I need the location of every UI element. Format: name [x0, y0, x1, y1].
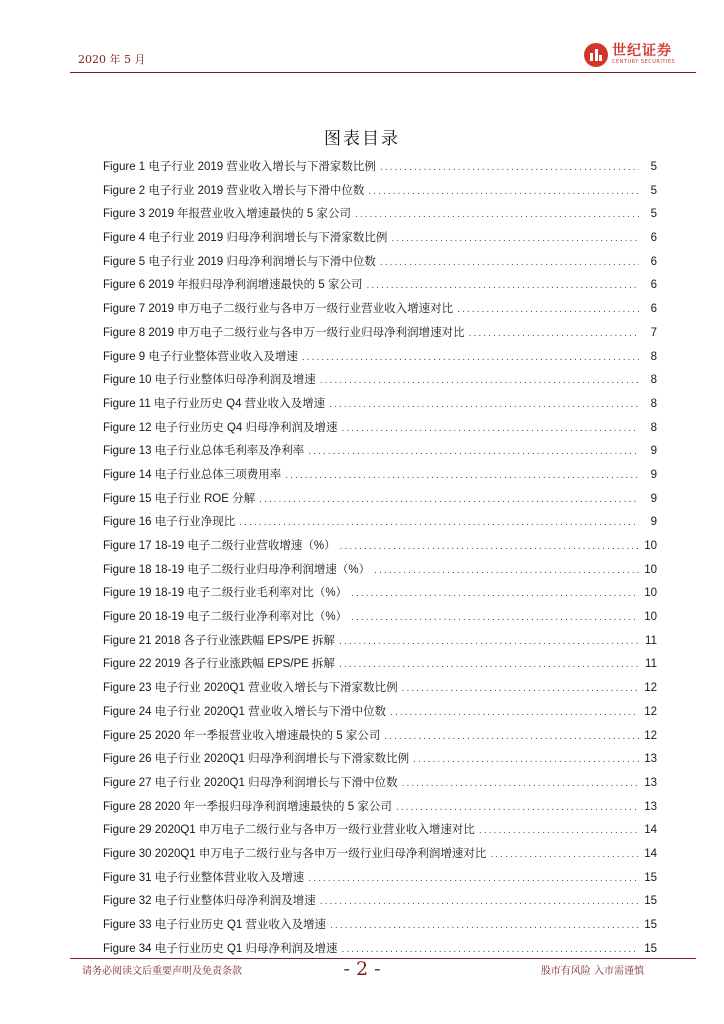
- toc-entry-label: Figure 16 电子行业净现比: [103, 516, 236, 529]
- toc-entry-label: Figure 28 2020 年一季报归母净利润增速最快的 5 家公司: [103, 800, 392, 813]
- toc-leader-dots: [339, 631, 639, 655]
- toc-entry-page: 6: [650, 303, 657, 316]
- logo-english-name: CENTURY SECURITIES: [612, 59, 676, 65]
- toc-leader-dots: [384, 726, 639, 750]
- toc-entry[interactable]: [103, 180, 657, 204]
- toc-entry-page: 10: [644, 587, 657, 600]
- toc-entry-page: 6: [650, 255, 657, 268]
- toc-entry-page: 13: [644, 800, 657, 813]
- toc-entry-label: Figure 1 电子行业 2019 营业收入增长与下滑家数比例: [103, 161, 376, 173]
- toc-entry-label: Figure 23 电子行业 2020Q1 营业收入增长与下滑家数比例: [103, 682, 398, 695]
- toc-entry-label: Figure 10 电子行业整体归母净利润及增速: [103, 374, 316, 387]
- toc-entry[interactable]: [103, 819, 657, 843]
- toc-entry-page: 9: [650, 492, 657, 505]
- toc-entry[interactable]: [103, 393, 657, 417]
- toc-entry-page: 15: [644, 895, 657, 908]
- toc-entry-label: Figure 27 电子行业 2020Q1 归母净利润增长与下滑中位数: [103, 776, 398, 789]
- toc-entry-label: Figure 32 电子行业整体归母净利润及增速: [103, 895, 316, 908]
- toc-entry-label: Figure 25 2020 年一季报营业收入增速最快的 5 家公司: [103, 729, 381, 742]
- toc-entry-page: 5: [650, 161, 657, 173]
- toc-entry-page: 11: [645, 634, 657, 647]
- toc-entry[interactable]: [103, 867, 657, 891]
- toc-leader-dots: [366, 275, 639, 299]
- toc-leader-dots: [413, 749, 639, 773]
- toc-entry[interactable]: [103, 346, 657, 370]
- toc-entry[interactable]: [103, 559, 657, 583]
- toc-leader-dots: [374, 560, 639, 584]
- toc-entry-label: Figure 2 电子行业 2019 营业收入增长与下滑中位数: [103, 184, 365, 197]
- footer-disclaimer: 请务必阅读文后重要声明及免责条款: [82, 966, 242, 977]
- toc-entry[interactable]: [103, 440, 657, 464]
- toc-leader-dots: [479, 820, 639, 844]
- toc-entry-label: Figure 13 电子行业总体毛利率及净利率: [103, 445, 305, 458]
- footer-risk-note: 股市有风险 入市需谨慎: [540, 966, 644, 977]
- toc-entry-page: 7: [650, 326, 657, 339]
- toc-leader-dots: [342, 418, 639, 442]
- toc-entry-page: 11: [645, 658, 657, 671]
- toc-entry-label: Figure 33 电子行业历史 Q1 营业收入及增速: [103, 919, 327, 931]
- toc-entry-label: Figure 31 电子行业整体营业收入及增速: [103, 871, 305, 884]
- toc-entry[interactable]: [103, 251, 657, 275]
- toc-entry-page: 8: [650, 350, 657, 363]
- toc-entry-label: Figure 15 电子行业 ROE 分解: [103, 492, 256, 505]
- toc-leader-dots: [320, 370, 639, 394]
- toc-entry-label: Figure 29 2020Q1 申万电子二级行业与各申万一级行业营业收入增速对比: [103, 824, 475, 837]
- toc-entry[interactable]: [103, 227, 657, 251]
- toc-entry-page: 5: [650, 208, 657, 221]
- toc-leader-dots: [308, 441, 639, 465]
- toc-entry-page: 14: [644, 847, 657, 860]
- toc-entry-label: Figure 22 2019 各子行业涨跌幅 EPS/PE 拆解: [103, 658, 335, 671]
- toc-leader-dots: [402, 678, 639, 702]
- toc-leader-dots: [285, 465, 639, 489]
- toc-entry[interactable]: [103, 582, 657, 606]
- toc-entry-page: 13: [644, 753, 657, 766]
- toc-leader-dots: [469, 323, 639, 347]
- toc-entry-page: 8: [650, 374, 657, 387]
- toc-entry-label: Figure 8 2019 申万电子二级行业与各申万一级行业归母净利润增速对比: [103, 326, 465, 339]
- toc-leader-dots: [355, 204, 639, 228]
- toc-entry-page: 8: [650, 397, 657, 410]
- header-date: 2020 年 5 月: [78, 53, 146, 66]
- toc-leader-dots: [457, 299, 639, 323]
- toc-leader-dots: [380, 252, 639, 276]
- toc-entry-page: 15: [644, 871, 657, 884]
- toc-entry-label: Figure 9 电子行业整体营业收入及增速: [103, 350, 298, 363]
- toc-entry[interactable]: [103, 914, 657, 938]
- toc-entry-label: Figure 3 2019 年报营业收入增速最快的 5 家公司: [103, 208, 351, 221]
- toc-entry[interactable]: [103, 322, 657, 346]
- toc-title: 图表目录: [324, 129, 400, 149]
- toc-entry-label: Figure 20 18-19 电子二级行业净利率对比（%）: [103, 611, 348, 624]
- toc-leader-dots: [308, 868, 639, 892]
- toc-entry[interactable]: [103, 298, 657, 322]
- toc-leader-dots: [490, 844, 639, 868]
- company-logo: [584, 38, 694, 72]
- toc-entry[interactable]: [103, 511, 657, 535]
- toc-leader-dots: [390, 702, 639, 726]
- toc-leader-dots: [402, 773, 639, 797]
- toc-entry-label: Figure 14 电子行业总体三项费用率: [103, 468, 282, 481]
- logo-mark-icon: [584, 43, 608, 67]
- toc-entry[interactable]: [103, 890, 657, 914]
- toc-entry-page: 8: [650, 421, 657, 434]
- toc-entry-page: 5: [650, 184, 657, 197]
- toc-leader-dots: [340, 536, 639, 560]
- toc-entry[interactable]: [103, 843, 657, 867]
- toc-entry[interactable]: [103, 701, 657, 725]
- toc-entry[interactable]: [103, 369, 657, 393]
- toc-entry-page: 12: [644, 682, 657, 695]
- toc-entry-label: Figure 11 电子行业历史 Q4 营业收入及增速: [103, 397, 326, 410]
- toc-entry-label: Figure 26 电子行业 2020Q1 归母净利润增长与下滑家数比例: [103, 753, 410, 766]
- toc-entry[interactable]: [103, 535, 657, 559]
- toc-entry[interactable]: [103, 630, 657, 654]
- toc-entry-label: Figure 30 2020Q1 申万电子二级行业与各申万一级行业归母净利润增速对比: [103, 847, 487, 860]
- toc-entry[interactable]: [103, 677, 657, 701]
- toc-entry-page: 10: [644, 611, 657, 624]
- toc-entry[interactable]: [103, 464, 657, 488]
- toc-leader-dots: [330, 915, 639, 939]
- toc-entry-label: Figure 34 电子行业历史 Q1 归母净利润及增速: [103, 942, 338, 955]
- toc-leader-dots: [339, 654, 639, 678]
- toc-leader-dots: [351, 583, 639, 607]
- toc-entry-page: 13: [644, 776, 657, 789]
- toc-entry-label: Figure 5 电子行业 2019 归母净利润增长与下滑中位数: [103, 255, 376, 268]
- toc-entry[interactable]: [103, 417, 657, 441]
- toc-entry[interactable]: [103, 748, 657, 772]
- toc-entry[interactable]: [103, 488, 657, 512]
- figure-table-of-contents: [103, 156, 657, 961]
- toc-entry-page: 9: [650, 468, 657, 481]
- toc-leader-dots: [391, 228, 639, 252]
- toc-entry-page: 10: [644, 563, 657, 576]
- toc-entry-page: 15: [644, 942, 657, 955]
- toc-entry-page: 9: [650, 516, 657, 529]
- header-divider: [70, 72, 696, 73]
- toc-entry[interactable]: [103, 653, 657, 677]
- toc-leader-dots: [239, 512, 639, 536]
- toc-entry-label: Figure 12 电子行业历史 Q4 归母净利润及增速: [103, 421, 338, 434]
- toc-entry-page: 9: [650, 445, 657, 458]
- toc-leader-dots: [302, 347, 639, 371]
- logo-chinese-name: 世纪证券: [612, 43, 672, 59]
- toc-entry-page: 6: [650, 279, 657, 292]
- toc-entry[interactable]: [103, 772, 657, 796]
- toc-leader-dots: [259, 489, 639, 513]
- toc-entry-page: 6: [650, 232, 657, 245]
- toc-entry[interactable]: [103, 203, 657, 227]
- toc-entry-page: 15: [644, 919, 657, 931]
- toc-entry-page: 10: [644, 540, 657, 552]
- toc-leader-dots: [320, 891, 639, 915]
- toc-entry-label: Figure 19 18-19 电子二级行业毛利率对比（%）: [103, 587, 348, 600]
- toc-leader-dots: [329, 394, 639, 418]
- toc-leader-dots: [380, 157, 639, 181]
- toc-entry-label: Figure 18 18-19 电子二级行业归母净利润增速（%）: [103, 563, 371, 576]
- toc-entry-page: 12: [644, 729, 657, 742]
- toc-entry-label: Figure 4 电子行业 2019 归母净利润增长与下滑家数比例: [103, 232, 388, 245]
- toc-entry-page: 14: [644, 824, 657, 837]
- page-number: - 2 -: [343, 958, 381, 980]
- toc-entry[interactable]: [103, 274, 657, 298]
- toc-leader-dots: [351, 607, 639, 631]
- toc-entry[interactable]: [103, 156, 657, 180]
- toc-entry[interactable]: [103, 606, 657, 630]
- toc-entry-label: Figure 7 2019 申万电子二级行业与各申万一级行业营业收入增速对比: [103, 303, 454, 316]
- toc-entry-label: Figure 17 18-19 电子二级行业营收增速（%）: [103, 540, 336, 552]
- toc-entry-label: Figure 24 电子行业 2020Q1 营业收入增长与下滑中位数: [103, 705, 387, 718]
- toc-entry-label: Figure 21 2018 各子行业涨跌幅 EPS/PE 拆解: [103, 634, 335, 647]
- toc-entry[interactable]: [103, 725, 657, 749]
- toc-leader-dots: [368, 181, 639, 205]
- toc-entry[interactable]: [103, 796, 657, 820]
- toc-entry-label: Figure 6 2019 年报归母净利润增速最快的 5 家公司: [103, 279, 363, 292]
- toc-entry-page: 12: [644, 705, 657, 718]
- toc-leader-dots: [396, 797, 639, 821]
